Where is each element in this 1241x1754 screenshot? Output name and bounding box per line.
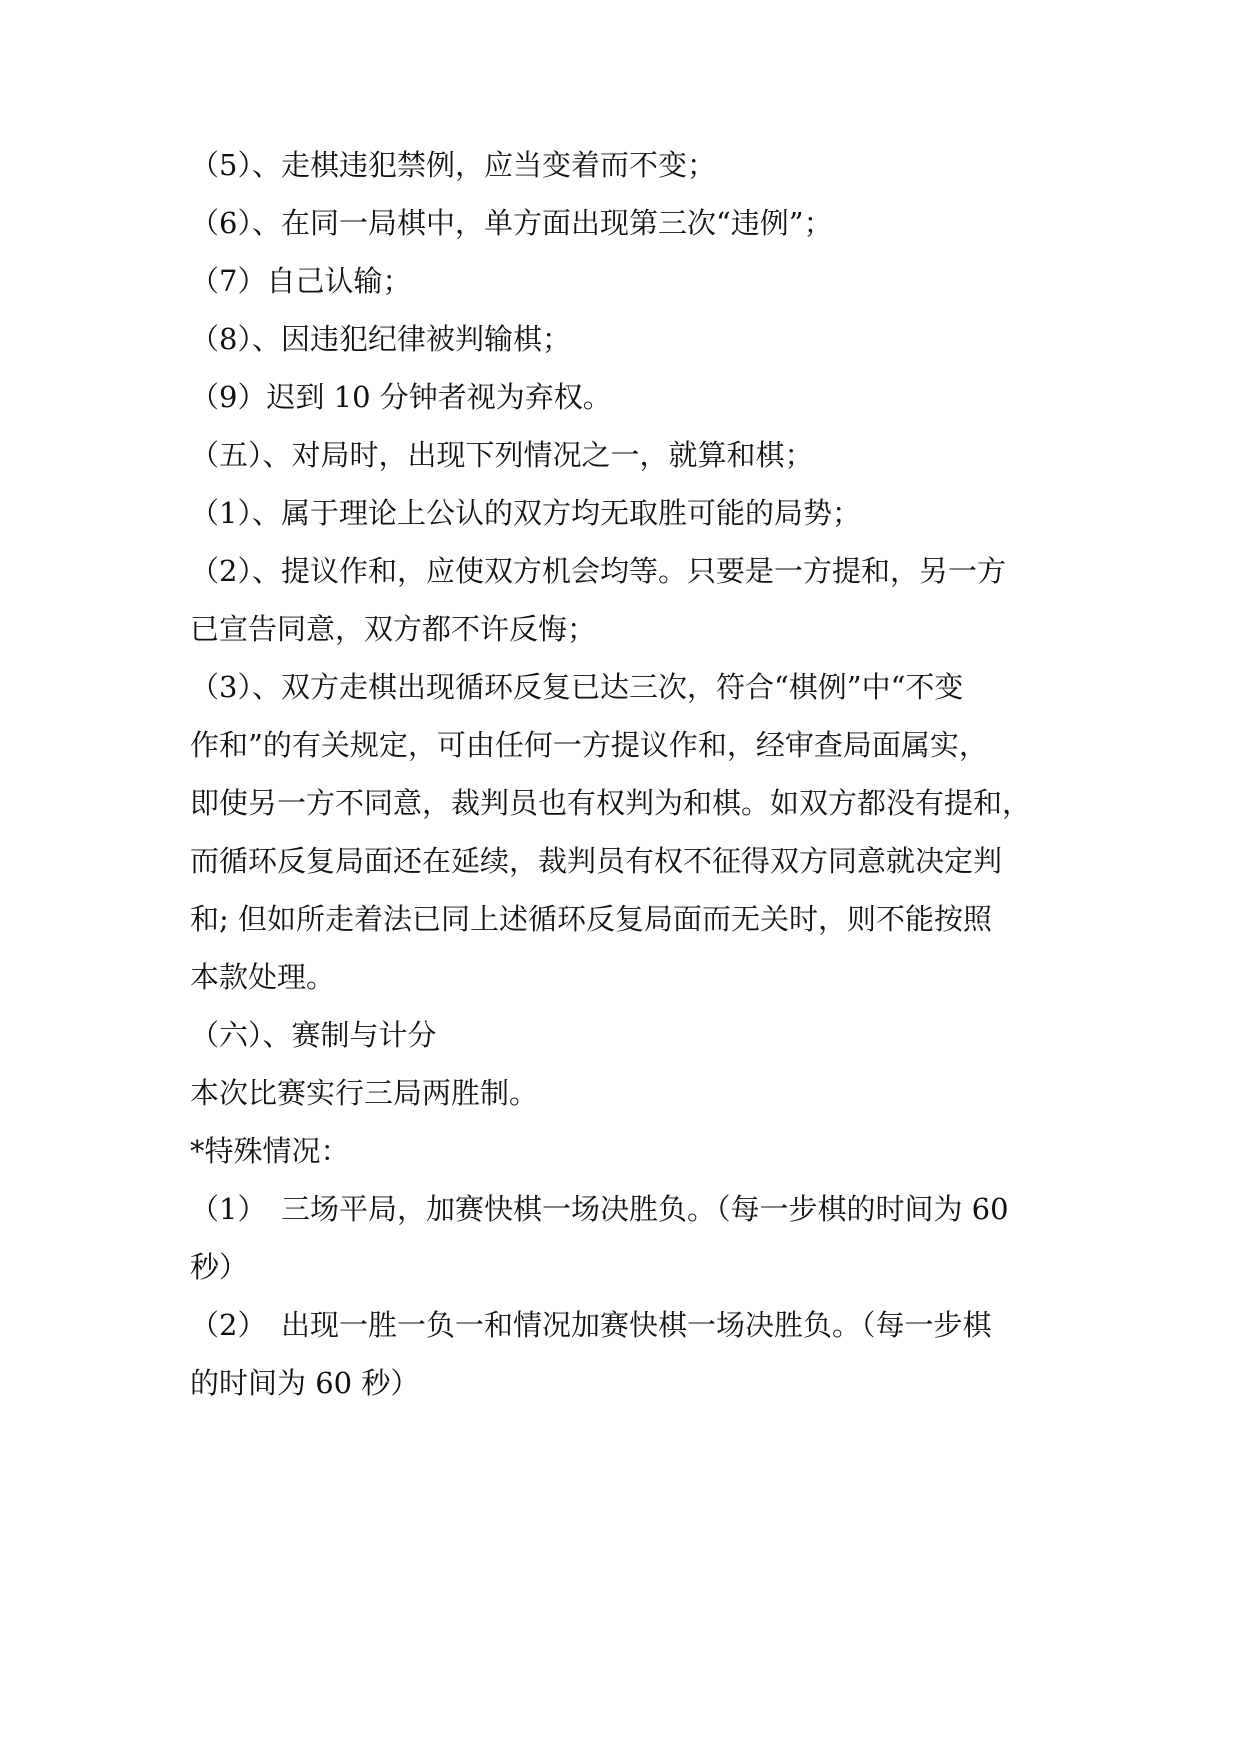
draw-item-3-line-5: 和; 但如所走着法已同上述循环反复局面而无关时，则不能按照 [190, 902, 992, 936]
draw-item-3-line-4: 而循环反复局面还在延续，裁判员有权不征得双方同意就决定判 [190, 844, 1003, 878]
document-page [190, 0, 1060, 1754]
special-case-2-line-1: （2） 出现一胜一负一和情况加赛快棋一场决胜负。（每一步棋 [190, 1308, 992, 1342]
draw-item-3-line-3: 即使另一方不同意，裁判员也有权判为和棋。如双方都没有提和， [190, 786, 1032, 820]
draw-item-3-line-1: （3）、双方走棋出现循环反复已达三次，符合“棋例”中“不变 [190, 670, 964, 704]
rule-item-8: （8）、因违犯纪律被判输棋； [190, 322, 571, 356]
special-cases-heading: *特殊情况： [190, 1134, 350, 1168]
special-case-1-line-1: （1） 三场平局，加赛快棋一场决胜负。（每一步棋的时间为 60 [190, 1192, 1009, 1226]
rule-item-9: （9）迟到 10 分钟者视为弃权。 [190, 380, 612, 414]
special-case-1-line-2: 秒） [190, 1250, 249, 1284]
rule-item-5: （5）、走棋违犯禁例，应当变着而不变； [190, 148, 716, 182]
section-heading-format: （六）、赛制与计分 [190, 1018, 437, 1052]
format-description: 本次比赛实行三局两胜制。 [190, 1076, 539, 1110]
draw-item-3-line-2: 作和”的有关规定，可由任何一方提议作和，经审查局面属实， [190, 728, 988, 762]
section-heading-draw: （五）、对局时，出现下列情况之一，就算和棋； [190, 438, 814, 472]
rule-item-6: （6）、在同一局棋中，单方面出现第三次“违例”； [190, 206, 833, 240]
draw-item-2-line-2: 已宣告同意，双方都不许反悔； [190, 612, 597, 646]
special-case-2-line-2: 的时间为 60 秒） [190, 1366, 420, 1400]
draw-item-2-line-1: （2）、提议作和，应使双方机会均等。只要是一方提和，另一方 [190, 554, 1006, 588]
draw-item-3-line-6: 本款处理。 [190, 960, 336, 994]
rule-item-7: （7）自己认输； [190, 264, 412, 298]
draw-item-1: （1）、属于理论上公认的双方均无取胜可能的局势； [190, 496, 861, 530]
